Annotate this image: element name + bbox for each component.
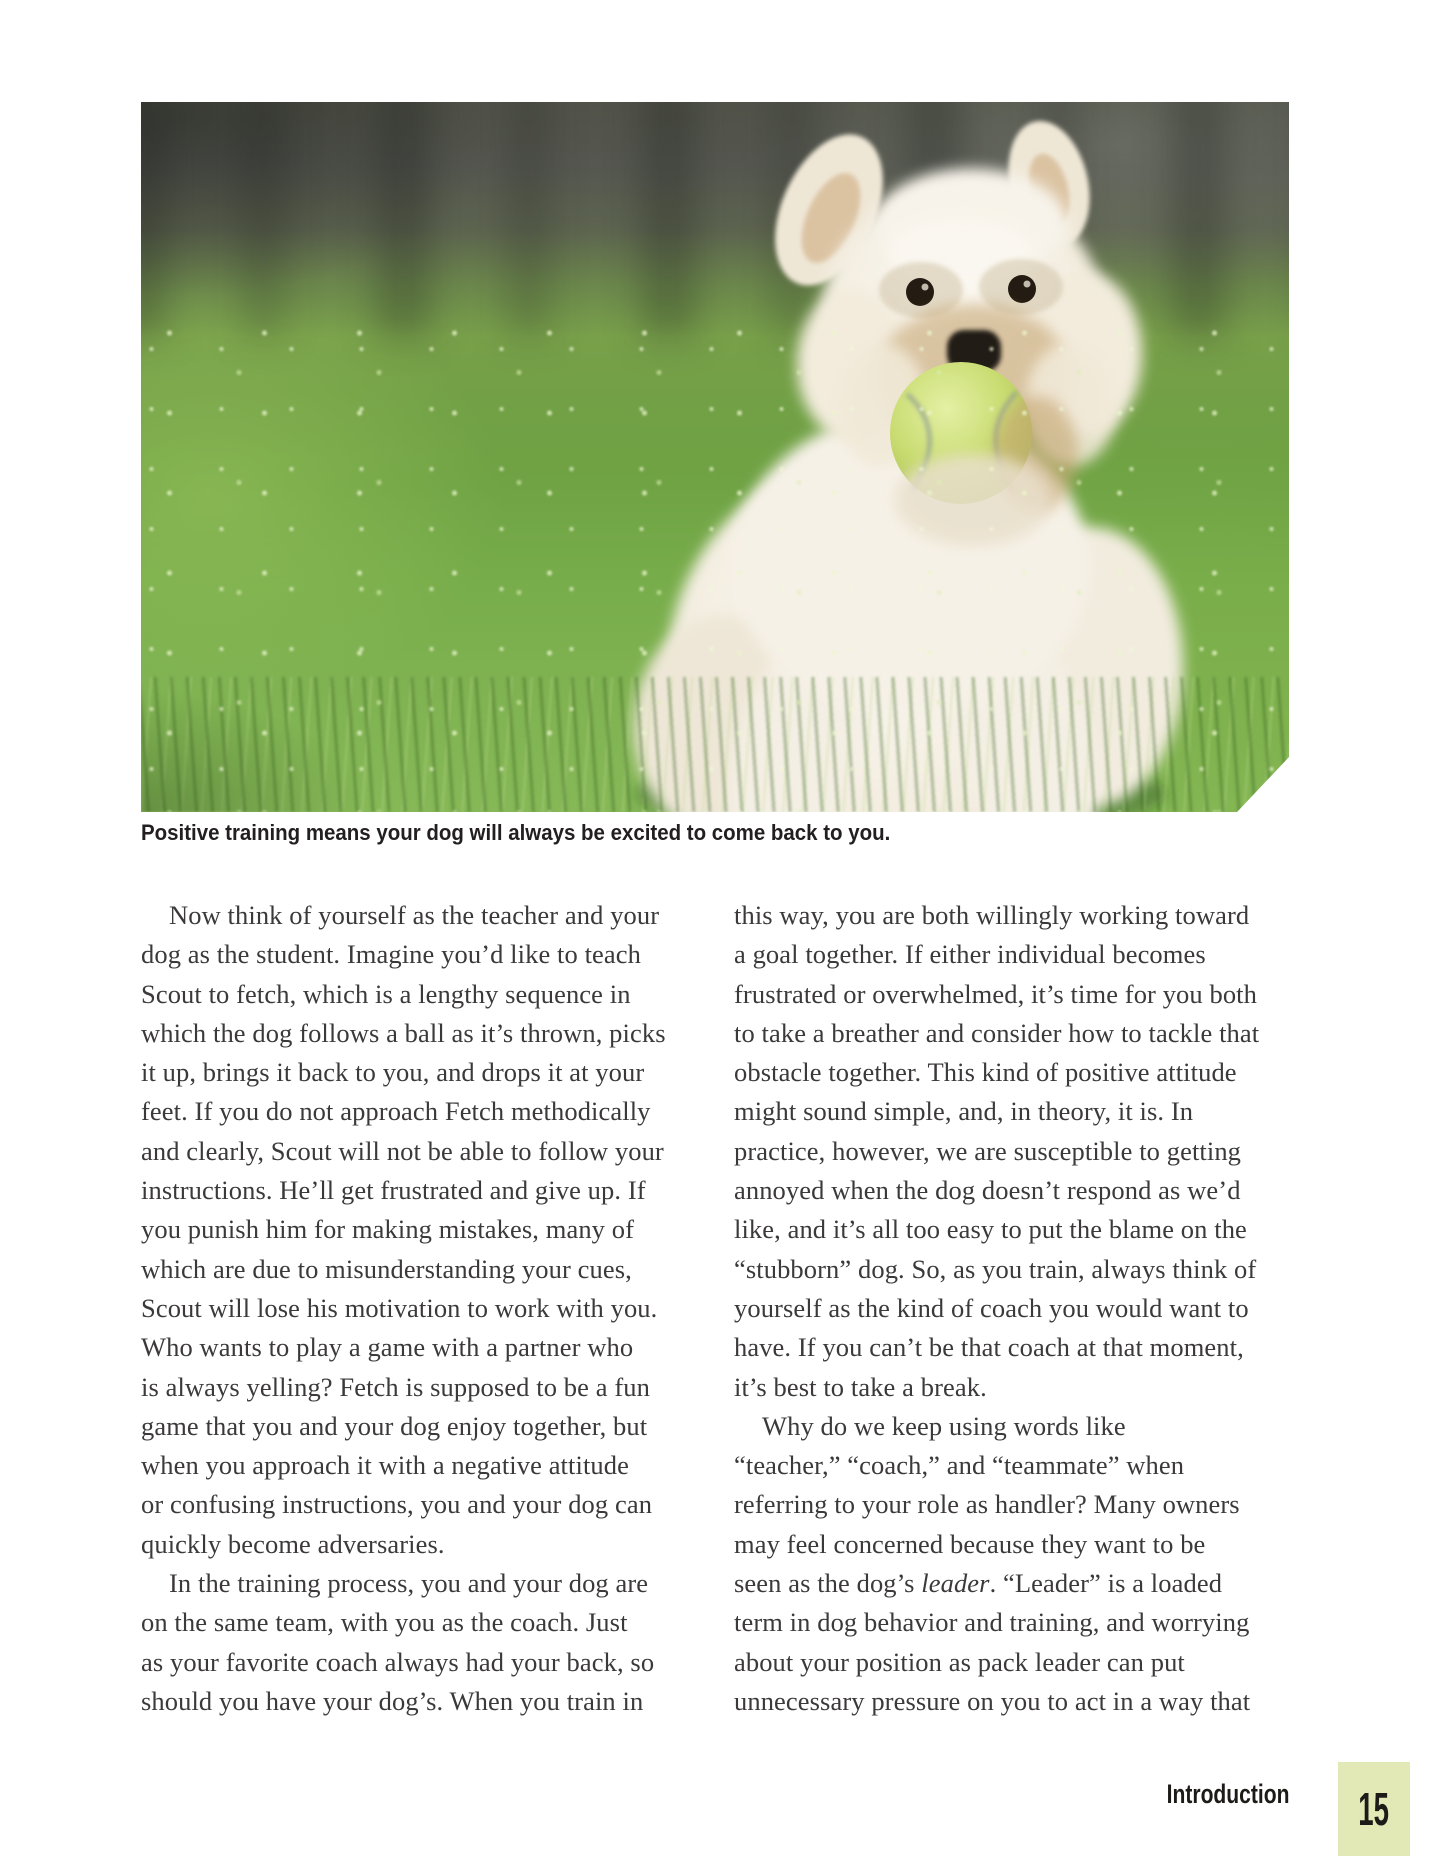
foreground-grass (141, 677, 1289, 812)
text-line: unnecessary pressure on you to act in a way that (734, 1685, 1251, 1716)
paragraph (141, 1564, 701, 1721)
text-line: to take a breather and consider how to tackle that (734, 1017, 1260, 1048)
text-line: feet. If you do not approach Fetch methodically (141, 1096, 651, 1127)
text-line: Why do we keep using words like (762, 1410, 1126, 1441)
text-line: yourself as the kind of coach you would want to (734, 1292, 1249, 1323)
text-line: which the dog follows a ball as it’s thrown, picks (141, 1017, 666, 1048)
text-line: this way, you are both willingly working toward (734, 900, 1250, 930)
text-line: instructions. He’ll get frustrated and give up. If (141, 1175, 646, 1206)
page-number-tab (1338, 1762, 1410, 1856)
text-line: seen as the dog’s leader. “Leader” is a loaded (734, 1568, 1223, 1599)
text-line: “teacher,” “coach,” and “teammate” when (734, 1450, 1185, 1481)
text-line: obstacle together. This kind of positive attitude (734, 1057, 1237, 1088)
text-line: it’s best to take a break. (734, 1371, 987, 1402)
text-line: Who wants to play a game with a partner who (141, 1332, 634, 1363)
text-line: which are due to misunderstanding your cues, (141, 1253, 632, 1284)
text-line: is always yelling? Fetch is supposed to be a fun (141, 1371, 650, 1402)
text-line: on the same team, with you as the coach. Just (141, 1607, 628, 1638)
text-line: have. If you can’t be that coach at that moment, (734, 1332, 1244, 1363)
text-line: as your favorite coach always had your back, so (141, 1646, 655, 1677)
section-label: Introduction (1166, 1779, 1289, 1809)
photo-caption-text: Positive training means your dog will always be excited to come back to you. (141, 820, 891, 845)
text-line: referring to your role as handler? Many owners (734, 1489, 1240, 1520)
text-line: frustrated or overwhelmed, it’s time for you both (734, 978, 1257, 1009)
text-line: should you have your dog’s. When you train in (141, 1685, 644, 1716)
text-line: In the training process, you and your dog are (169, 1568, 649, 1599)
dog-photo-illustration (141, 102, 1289, 812)
text-line: and clearly, Scout will not be able to follow your (141, 1135, 664, 1166)
article-column-left (141, 896, 701, 1721)
photo-caption (141, 818, 1289, 848)
text-line: Now think of yourself as the teacher and your (169, 900, 660, 930)
text-line: Scout to fetch, which is a lengthy sequence in (141, 978, 631, 1009)
text-line: might sound simple, and, in theory, it is. In (734, 1096, 1194, 1127)
text-line: or confusing instructions, you and your dog can (141, 1489, 653, 1520)
text-line: Scout will lose his motivation to work with you. (141, 1292, 658, 1323)
text-line: game that you and your dog enjoy together, but (141, 1410, 648, 1441)
text-line: about your position as pack leader can put (734, 1646, 1185, 1677)
text-line: a goal together. If either individual becomes (734, 939, 1206, 970)
text-line: you punish him for making mistakes, many of (141, 1214, 635, 1245)
text-line: quickly become adversaries. (141, 1528, 445, 1559)
paragraph (141, 896, 701, 1564)
text-line: like, and it’s all too easy to put the blame on the (734, 1214, 1247, 1245)
paragraph (734, 896, 1309, 1407)
text-line: annoyed when the dog doesn’t respond as we’d (734, 1175, 1241, 1206)
text-line: practice, however, we are susceptible to getting (734, 1135, 1242, 1166)
article-column-right (734, 896, 1309, 1721)
text-line: it up, brings it back to you, and drops it at your (141, 1057, 645, 1088)
page-number: 15 (1358, 1783, 1390, 1835)
text-line: when you approach it with a negative attitude (141, 1450, 629, 1481)
paragraph (734, 1407, 1309, 1721)
text-line: may feel concerned because they want to be (734, 1528, 1206, 1559)
text-line: term in dog behavior and training, and worrying (734, 1607, 1250, 1638)
text-line: dog as the student. Imagine you’d like to teach (141, 939, 641, 970)
dog-photo (141, 102, 1289, 812)
running-footer (141, 1779, 1289, 1810)
text-line: “stubborn” dog. So, as you train, always think of (734, 1253, 1257, 1284)
